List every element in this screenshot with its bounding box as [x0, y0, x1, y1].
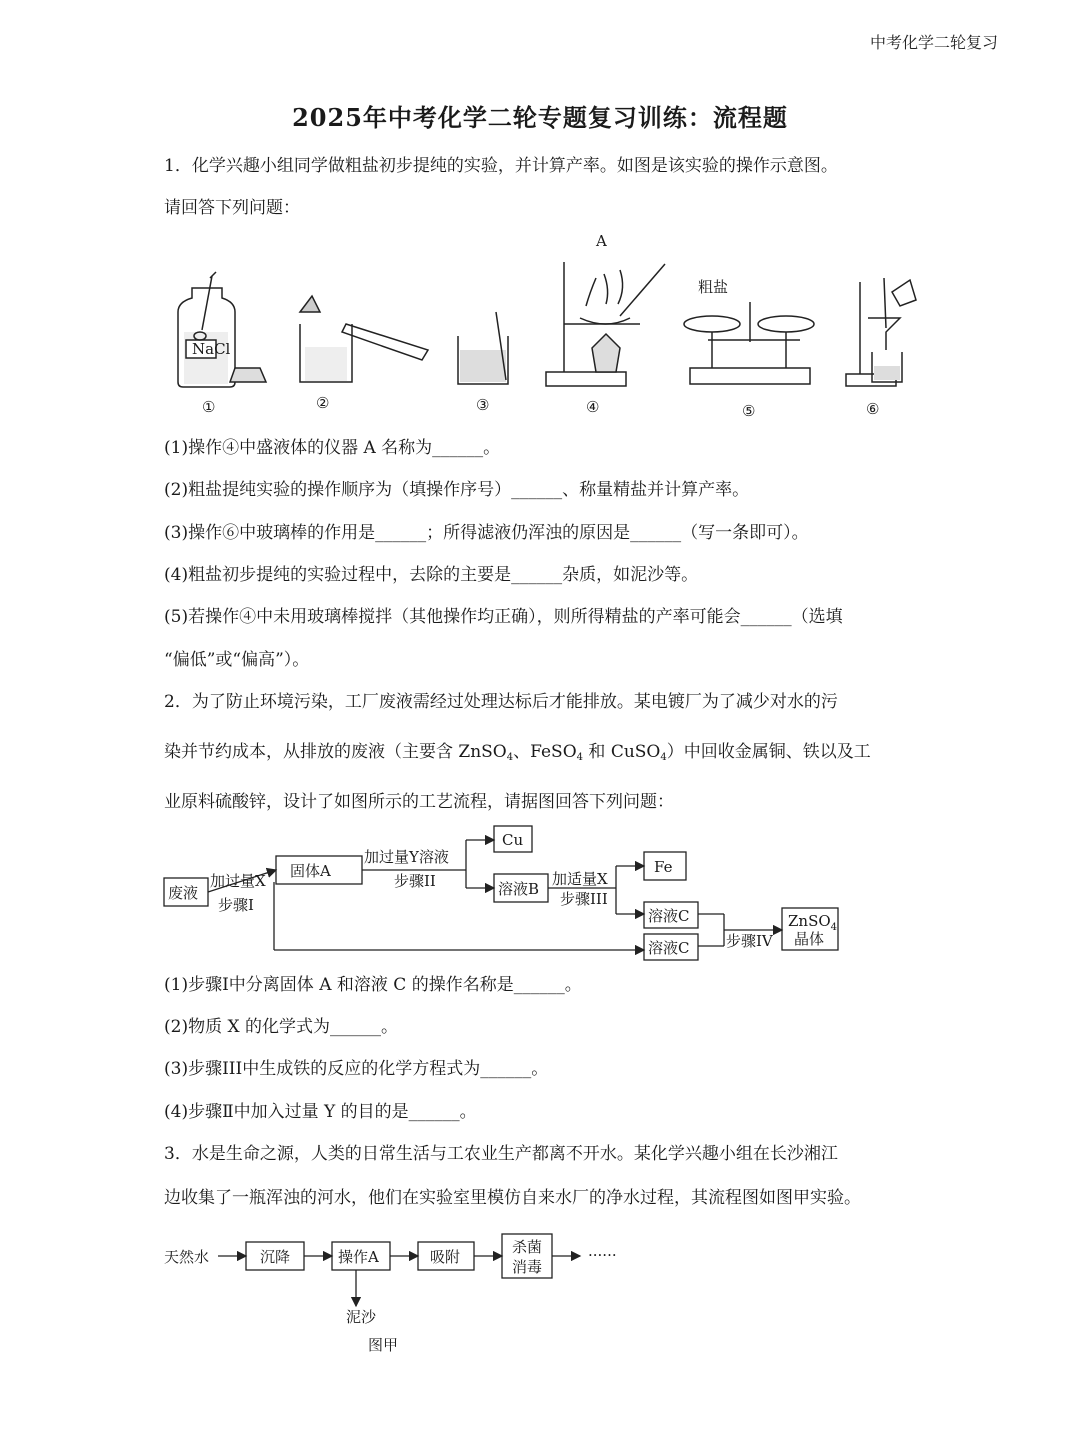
q1-experiment-figure: [160, 232, 930, 422]
flow-step3: 步骤III: [560, 890, 608, 908]
q2-stem-line1: 2．为了防止环境污染，工厂废液需经过处理达标后才能排放。某电镀厂为了减少对水的污: [164, 692, 838, 712]
q1-sub1: (1)操作④中盛液体的仪器 A 名称为______。: [164, 438, 501, 458]
apparatus-a-label: A: [596, 232, 607, 250]
flow-solution-c2: 溶液C: [648, 939, 690, 957]
q2-stem-line2: 染并节约成本，从排放的废液（主要含 ZnSO$_4$、FeSO$_4$ 和 CuSO$_4$）中回收金属铜、铁以及工: [164, 742, 871, 763]
crude-salt-label: 粗盐: [698, 278, 729, 296]
flow-natural-water: 天然水: [164, 1248, 210, 1266]
flow-step2: 步骤II: [394, 872, 436, 890]
q2-stem-line3: 业原料硫酸锌，设计了如图所示的工艺流程，请据图回答下列问题：: [164, 792, 674, 812]
flow-step1: 步骤I: [218, 896, 254, 914]
q3-stem-line2: 边收集了一瓶浑浊的河水，他们在实验室里模仿自来水厂的净水过程，其流程图如图甲实验。: [164, 1188, 861, 1208]
flow-cu: Cu: [502, 831, 524, 849]
beaker-pouring-icon: [300, 296, 428, 382]
flow-add-x2: 加适量X: [552, 870, 608, 888]
flow-ellipsis: ······: [588, 1246, 617, 1264]
flow-sterilize-1: 杀菌: [512, 1238, 543, 1256]
flow-step4: 步骤IV: [726, 932, 773, 950]
balance-icon: [684, 302, 814, 384]
flow-znso4: ZnSO$_4$: [788, 912, 838, 933]
q2-sub1: (1)步骤Ⅰ中分离固体 A 和溶液 C 的操作名称是______。: [164, 975, 582, 995]
flow-mud: 泥沙: [346, 1308, 377, 1326]
q3-water-flowchart: [160, 1230, 630, 1360]
flow-sediment: 沉降: [260, 1248, 291, 1266]
page-header-label: 中考化学二轮复习: [869, 33, 998, 52]
step-label-1: ①: [202, 398, 216, 416]
beaker-stirring-icon: [458, 312, 508, 384]
step-label-3: ③: [476, 396, 490, 414]
q1-stem-line2: 请回答下列问题：: [164, 198, 300, 218]
flow-solution-c1: 溶液C: [648, 907, 690, 925]
weight-icon: [230, 368, 266, 382]
page-title: 2025年中考化学二轮专题复习训练：流程题: [292, 103, 788, 132]
flow-add-x: 加过量X: [210, 872, 266, 890]
q1-sub5-line2: “偏低”或“偏高”）。: [164, 650, 310, 670]
flow-sterilize-2: 消毒: [512, 1258, 543, 1276]
q1-sub5-line1: (5)若操作④中未用玻璃棒搅拌（其他操作均正确），则所得精盐的产率可能会______（选填: [164, 607, 843, 627]
flow-solution-b: 溶液B: [498, 880, 540, 898]
flow-waste: 废液: [168, 884, 199, 902]
q1-sub3: (3)操作⑥中玻璃棒的作用是______；所得滤液仍浑浊的原因是______（写一条即可）。: [164, 523, 809, 543]
flow-fe: Fe: [654, 858, 673, 876]
q2-sub4: (4)步骤Ⅱ中加入过量 Y 的目的是______。: [164, 1102, 477, 1122]
q1-sub4: (4)粗盐初步提纯的实验过程中，去除的主要是______杂质，如泥沙等。: [164, 565, 699, 585]
nacl-label: NaCl: [192, 340, 231, 358]
step-label-4: ④: [586, 398, 600, 416]
flow-solid-a: 固体A: [290, 862, 331, 880]
step-label-6: ⑥: [866, 400, 880, 418]
evaporation-setup-icon: [546, 262, 665, 386]
q2-sub3: (3)步骤III中生成铁的反应的化学方程式为______。: [164, 1059, 549, 1079]
q1-sub2: (2)粗盐提纯实验的操作顺序为（填操作序号）______、称量精盐并计算产率。: [164, 480, 750, 500]
q2-process-flowchart: [160, 822, 850, 964]
flow-add-y: 加过量Y溶液: [364, 848, 449, 866]
step-label-5: ⑤: [742, 402, 756, 420]
flow-crystal: 晶体: [794, 930, 825, 948]
q2-sub2: (2)物质 X 的化学式为______。: [164, 1017, 398, 1037]
filtration-icon: [846, 278, 916, 386]
q3-stem-line1: 3．水是生命之源，人类的日常生活与工农业生产都离不开水。某化学兴趣小组在长沙湘江: [164, 1144, 838, 1164]
figure-caption: 图甲: [368, 1336, 399, 1354]
reagent-bottle-icon: [178, 272, 235, 387]
flow-adsorb: 吸附: [430, 1248, 461, 1266]
flow-operation-a: 操作A: [338, 1248, 379, 1266]
step-label-2: ②: [316, 394, 330, 412]
q1-stem-line1: 1．化学兴趣小组同学做粗盐初步提纯的实验，并计算产率。如图是该实验的操作示意图。: [164, 156, 838, 176]
